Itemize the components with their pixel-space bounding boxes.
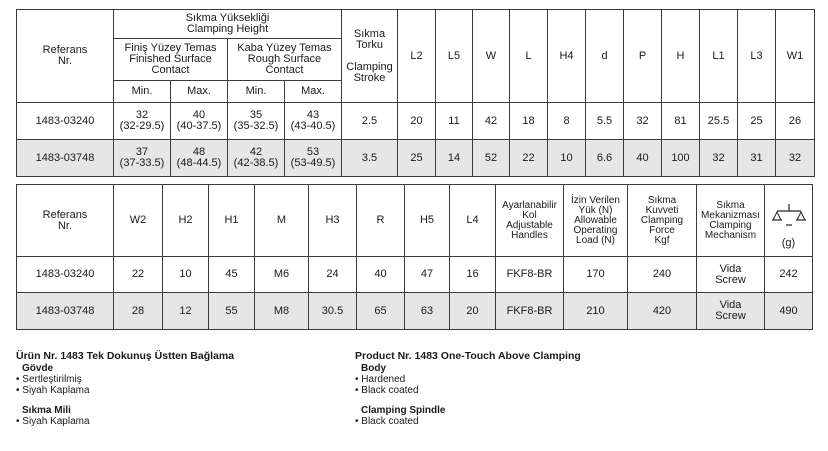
scale-icon: [772, 203, 806, 227]
value-cell: 81: [662, 103, 700, 140]
value-cell: 100: [662, 140, 700, 177]
header-referans: Referans Nr.: [17, 185, 114, 257]
value-cell: M8: [255, 293, 309, 330]
value-cell: 18: [510, 103, 548, 140]
spindle-label: Clamping Spindle: [361, 405, 446, 416]
finished-min-cell: 32 (32-29.5): [114, 103, 171, 140]
body-label: Gövde: [22, 363, 54, 374]
stroke-cell: 2.5: [342, 103, 398, 140]
ref-cell: 1483-03748: [17, 140, 114, 177]
header-col-M: M: [255, 185, 309, 257]
header-col-H3: H3: [309, 185, 357, 257]
value-cell: 25.5: [700, 103, 738, 140]
value-cell: 25: [398, 140, 436, 177]
notes-english: [355, 350, 685, 427]
rough-min-cell: 35 (35-32.5): [228, 103, 285, 140]
header-clamping-force: Sıkma Kuvveti Clamping Force Kgf: [628, 185, 697, 257]
load-cell: 170: [564, 257, 628, 293]
value-cell: 63: [405, 293, 450, 330]
finished-min-cell: 37 (37-33.5): [114, 140, 171, 177]
header-referans: Referans Nr.: [17, 10, 114, 103]
list-item: • Hardened: [355, 374, 406, 385]
list-item: • Black coated: [355, 416, 419, 427]
ref-cell: 1483-03240: [17, 257, 114, 293]
body-label: Body: [361, 363, 386, 374]
value-cell: 65: [357, 293, 405, 330]
header-col-W1: W1: [776, 10, 815, 103]
table-row: [17, 140, 815, 177]
header-adjustable-handles: Ayarlanabilir Kol Adjustable Handles: [496, 185, 564, 257]
weight-unit: (g): [781, 237, 796, 249]
weight-cell: 490: [765, 293, 813, 330]
header-col-H5: H5: [405, 185, 450, 257]
header-col-H1: H1: [209, 185, 255, 257]
header-finished-min: Min.: [114, 81, 171, 103]
header-stroke: Sıkma Torku Clamping Stroke: [342, 10, 398, 103]
load-cell: 210: [564, 293, 628, 330]
list-item: • Siyah Kaplama: [16, 385, 90, 396]
header-col-L5: L5: [436, 10, 473, 103]
header-clamping-mechanism: Sıkma Mekanizması Clamping Mechanism: [697, 185, 765, 257]
rough-min-cell: 42 (42-38.5): [228, 140, 285, 177]
notes-turkish: [16, 350, 336, 427]
header-col-P: P: [624, 10, 662, 103]
list-item: • Black coated: [355, 385, 419, 396]
value-cell: 45: [209, 257, 255, 293]
header-col-L: L: [510, 10, 548, 103]
value-cell: 28: [114, 293, 163, 330]
header-rough-min: Min.: [228, 81, 285, 103]
value-cell: 42: [473, 103, 510, 140]
header-finished-surface: Finiş Yüzey Temas Finished Surface Contact: [114, 39, 228, 81]
finished-max-cell: 40 (40-37.5): [171, 103, 228, 140]
table-row: [17, 103, 815, 140]
spindle-label: Sıkma Mili: [22, 405, 71, 416]
notes-title: Ürün Nr. 1483 Tek Dokunuş Üstten Bağlama: [16, 350, 235, 362]
header-allowable-load: İzin Verilen Yük (N) Allowable Operating Load (N): [564, 185, 628, 257]
spec-table-2: [16, 184, 813, 330]
value-cell: 55: [209, 293, 255, 330]
ref-cell: 1483-03240: [17, 103, 114, 140]
weight-cell: 242: [765, 257, 813, 293]
value-cell: 31: [738, 140, 776, 177]
header-weight: [765, 185, 813, 257]
header-col-L4: L4: [450, 185, 496, 257]
value-cell: 10: [163, 257, 209, 293]
ref-cell: 1483-03748: [17, 293, 114, 330]
mechanism-cell: Vida Screw: [697, 293, 765, 330]
value-cell: 6.6: [586, 140, 624, 177]
value-cell: 10: [548, 140, 586, 177]
mechanism-cell: Vida Screw: [697, 257, 765, 293]
value-cell: 22: [510, 140, 548, 177]
header-col-H2: H2: [163, 185, 209, 257]
header-rough-surface: Kaba Yüzey Temas Rough Surface Contact: [228, 39, 342, 81]
header-col-L3: L3: [738, 10, 776, 103]
value-cell: 11: [436, 103, 473, 140]
value-cell: 26: [776, 103, 815, 140]
list-item: • Siyah Kaplama: [16, 416, 90, 427]
value-cell: 25: [738, 103, 776, 140]
value-cell: 20: [450, 293, 496, 330]
value-cell: 52: [473, 140, 510, 177]
header-col-H4: H4: [548, 10, 586, 103]
spec-table-1: [16, 9, 815, 177]
value-cell: 32: [776, 140, 815, 177]
value-cell: 30.5: [309, 293, 357, 330]
finished-max-cell: 48 (48-44.5): [171, 140, 228, 177]
header-col-H: H: [662, 10, 700, 103]
header-col-W2: W2: [114, 185, 163, 257]
handles-cell: FKF8-BR: [496, 293, 564, 330]
table-row: [17, 293, 813, 330]
header-clamping-height: Sıkma Yüksekliği Clamping Height: [114, 10, 342, 39]
notes-title: Product Nr. 1483 One-Touch Above Clamping: [355, 350, 581, 362]
value-cell: 32: [700, 140, 738, 177]
value-cell: M6: [255, 257, 309, 293]
stroke-cell: 3.5: [342, 140, 398, 177]
list-item: • Sertleştirilmiş: [16, 374, 82, 385]
force-cell: 240: [628, 257, 697, 293]
value-cell: 8: [548, 103, 586, 140]
value-cell: 14: [436, 140, 473, 177]
value-cell: 40: [624, 140, 662, 177]
table-row: [17, 257, 813, 293]
handles-cell: FKF8-BR: [496, 257, 564, 293]
value-cell: 16: [450, 257, 496, 293]
value-cell: 5.5: [586, 103, 624, 140]
header-col-R: R: [357, 185, 405, 257]
header-rough-max: Max.: [285, 81, 342, 103]
header-col-L1: L1: [700, 10, 738, 103]
value-cell: 40: [357, 257, 405, 293]
header-col-L2: L2: [398, 10, 436, 103]
header-finished-max: Max.: [171, 81, 228, 103]
rough-max-cell: 53 (53-49.5): [285, 140, 342, 177]
value-cell: 32: [624, 103, 662, 140]
rough-max-cell: 43 (43-40.5): [285, 103, 342, 140]
header-col-W: W: [473, 10, 510, 103]
value-cell: 24: [309, 257, 357, 293]
value-cell: 47: [405, 257, 450, 293]
force-cell: 420: [628, 293, 697, 330]
value-cell: 12: [163, 293, 209, 330]
header-col-d: d: [586, 10, 624, 103]
value-cell: 22: [114, 257, 163, 293]
value-cell: 20: [398, 103, 436, 140]
